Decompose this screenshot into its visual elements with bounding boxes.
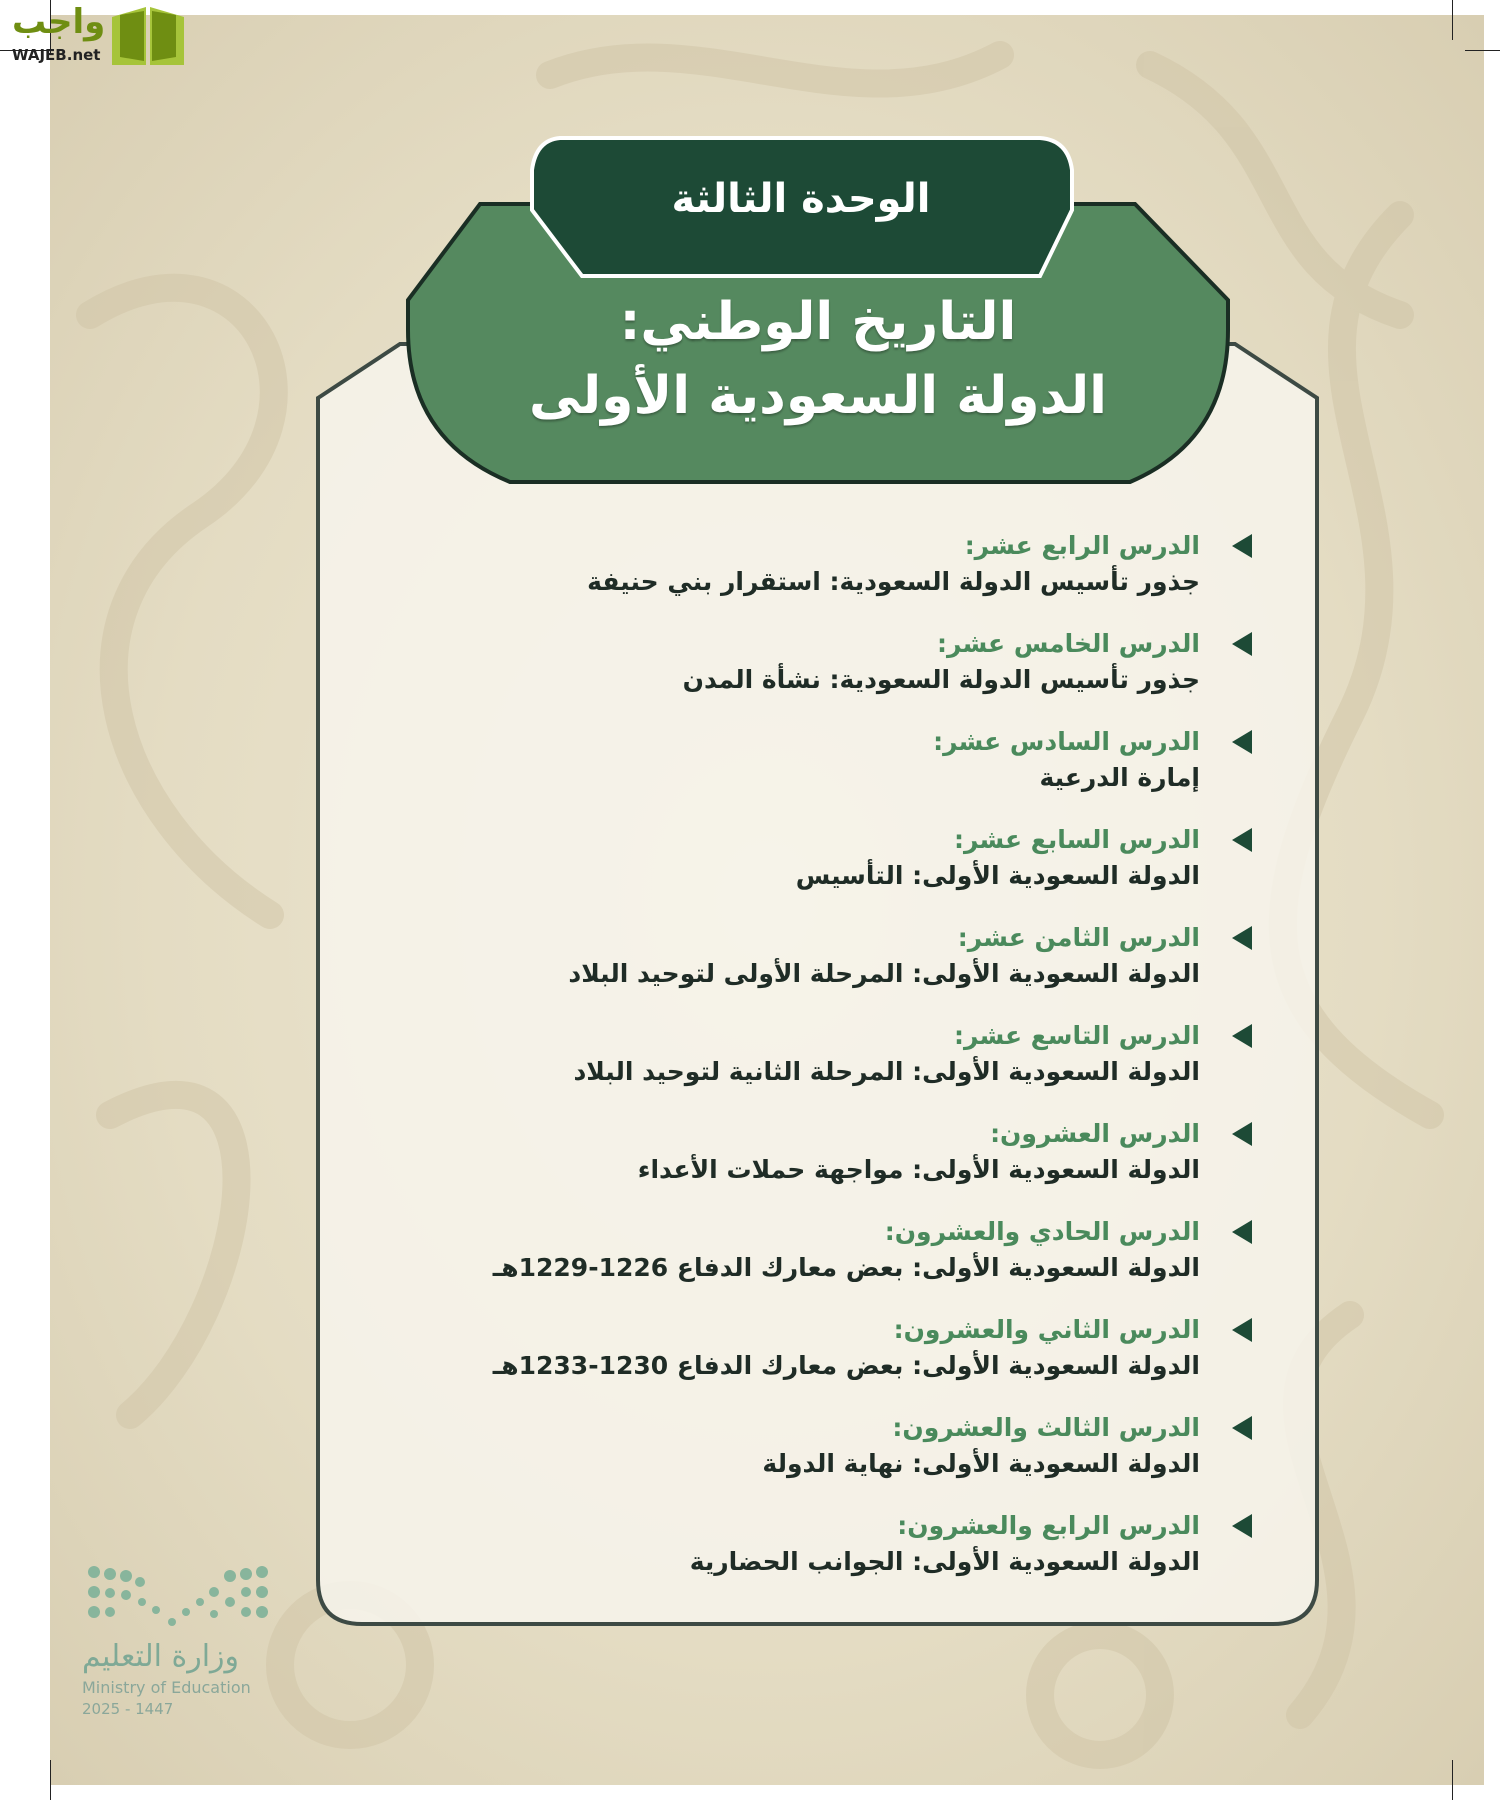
triangle-bullet-icon (1232, 926, 1252, 950)
triangle-bullet-icon (1232, 1024, 1252, 1048)
lesson-title: جذور تأسيس الدولة السعودية: نشأة المدن (682, 665, 1200, 694)
lesson-title: الدولة السعودية الأولى: الجوانب الحضارية (689, 1547, 1200, 1576)
ministry-name-ar: وزارة التعليم (82, 1639, 240, 1674)
lesson-item (440, 920, 1200, 992)
unit-title-line1: التاريخ الوطني: (619, 292, 1017, 352)
lesson-label: الدرس الحادي والعشرون: (884, 1217, 1200, 1246)
triangle-bullet-icon (1232, 828, 1252, 852)
lesson-item (440, 528, 1200, 600)
lesson-title: الدولة السعودية الأولى: المرحلة الأولى لتوحيد البلاد (568, 959, 1200, 988)
ministry-logo-dots (84, 1562, 269, 1634)
wajeb-logo-en: WAJEB.net (12, 46, 101, 64)
triangle-bullet-icon (1232, 730, 1252, 754)
lesson-title: الدولة السعودية الأولى: نهاية الدولة (762, 1449, 1200, 1478)
triangle-bullet-icon (1232, 632, 1252, 656)
lesson-label: الدرس الثامن عشر: (957, 923, 1200, 952)
triangle-bullet-icon (1232, 1416, 1252, 1440)
triangle-bullet-icon (1232, 1318, 1252, 1342)
lesson-item (440, 724, 1200, 796)
lesson-label: الدرس الرابع والعشرون: (897, 1511, 1200, 1540)
unit-title-line2: الدولة السعودية الأولى (529, 366, 1107, 426)
lesson-title: الدولة السعودية الأولى: التأسيس (795, 861, 1200, 890)
lesson-item (440, 1312, 1200, 1384)
lesson-title: إمارة الدرعية (1039, 763, 1200, 792)
triangle-bullet-icon (1232, 1514, 1252, 1538)
lesson-label: الدرس السابع عشر: (953, 825, 1200, 854)
wajeb-logo-ar: واجب (12, 2, 106, 42)
lesson-label: الدرس الخامس عشر: (937, 629, 1200, 658)
unit-title (408, 285, 1228, 433)
lesson-item (440, 1508, 1200, 1580)
lesson-label: الدرس السادس عشر: (933, 727, 1200, 756)
lesson-title: جذور تأسيس الدولة السعودية: استقرار بني حنيفة (587, 567, 1200, 596)
lesson-label: الدرس العشرون: (990, 1119, 1200, 1148)
lesson-label: الدرس الرابع عشر: (964, 531, 1200, 560)
lesson-label: الدرس التاسع عشر: (954, 1021, 1200, 1050)
lesson-item (440, 1410, 1200, 1482)
lesson-label: الدرس الثاني والعشرون: (893, 1315, 1200, 1344)
triangle-bullet-icon (1232, 1122, 1252, 1146)
lesson-item (440, 822, 1200, 894)
lesson-title: الدولة السعودية الأولى: بعض معارك الدفاع 1226-1229هـ (492, 1253, 1200, 1282)
lesson-item (440, 1214, 1200, 1286)
lesson-title: الدولة السعودية الأولى: المرحلة الثانية لتوحيد البلاد (573, 1057, 1200, 1086)
ministry-name-en: Ministry of Education (82, 1678, 251, 1697)
lesson-item (440, 626, 1200, 698)
lesson-item (440, 1018, 1200, 1090)
ministry-year: 2025 - 1447 (82, 1700, 174, 1718)
triangle-bullet-icon (1232, 1220, 1252, 1244)
lesson-title: الدولة السعودية الأولى: مواجهة حملات الأعداء (637, 1155, 1200, 1184)
lesson-title: الدولة السعودية الأولى: بعض معارك الدفاع 1230-1233هـ (492, 1351, 1200, 1380)
book-icon (108, 5, 188, 67)
unit-label: الوحدة الثالثة (671, 176, 931, 222)
lesson-item (440, 1116, 1200, 1188)
triangle-bullet-icon (1232, 534, 1252, 558)
lesson-label: الدرس الثالث والعشرون: (892, 1413, 1200, 1442)
